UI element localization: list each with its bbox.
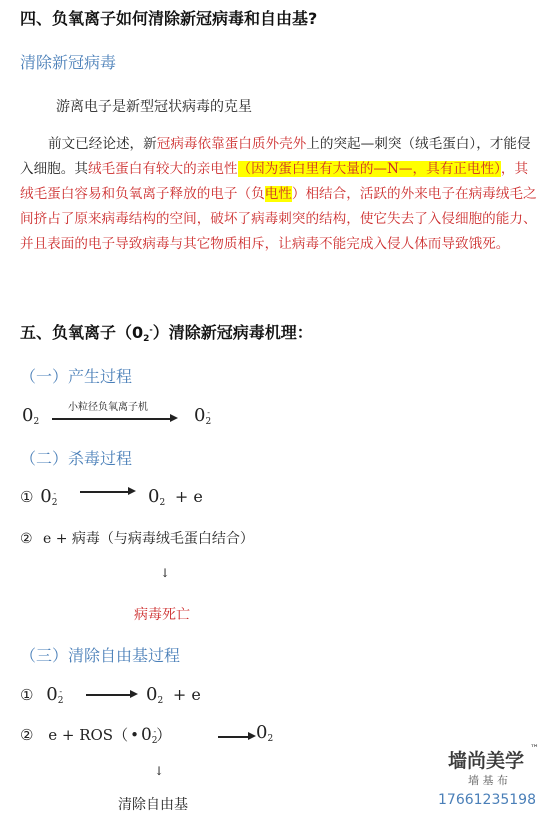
radical-dot: • [130, 726, 139, 744]
formula-o: 0 [22, 405, 34, 426]
plus-e: + e [172, 685, 201, 704]
para-highlight: （因为蛋白里有大量的—N—，具有正电性） [237, 161, 501, 177]
formula-sup: - [53, 489, 57, 498]
step3-r2-arrow-head [248, 732, 256, 740]
step2-heading: （二）杀毒过程 [20, 449, 133, 468]
formula-o: 0 [146, 684, 158, 705]
formula-sub: 2 [151, 736, 158, 746]
formula-o: 0 [256, 722, 268, 743]
section4-paragraph [20, 132, 540, 257]
formula-sub: 2 [57, 696, 64, 706]
para-part: 冠病毒依靠蛋白质外壳外 [156, 136, 307, 152]
step3-r2-arrow-line [218, 736, 248, 738]
title-text: ）清除新冠病毒机理： [152, 323, 313, 342]
formula-o: 0 [140, 725, 152, 745]
step3-reaction2 [20, 724, 171, 746]
step2-arrow-head [128, 487, 136, 495]
circled-1: ① [20, 686, 34, 704]
title-sub: 2 [143, 334, 150, 344]
formula-sub: 2 [33, 417, 40, 427]
step3-arrow-line [86, 694, 130, 696]
step2-arrow-line [80, 491, 128, 493]
brand-watermark [424, 738, 554, 816]
formula-sub: 2 [205, 417, 212, 427]
para-part: 上的突起—刺突（绒毛蛋白）， [306, 136, 490, 152]
step1-heading: （一）产生过程 [20, 367, 133, 386]
reaction-text: ） [156, 726, 172, 744]
formula-o: 0 [148, 486, 160, 507]
step3-result: 清除自由基 [118, 797, 188, 813]
formula-o: 0 [194, 405, 206, 426]
circled-2: ② [20, 726, 34, 744]
step2-right-formula [148, 486, 203, 508]
step2-down-arrow: ↓ [160, 566, 171, 580]
para-part: 绒毛蛋白有较大的亲电性 [87, 161, 238, 177]
formula-sub: 2 [157, 696, 164, 706]
step3-heading: （三）清除自由基过程 [20, 646, 181, 665]
brand-name: 墙尚美学 [448, 750, 525, 772]
formula-sub: 2 [51, 498, 58, 508]
section4-title: 四、负氧离子如何清除新冠病毒和自由基? [20, 9, 318, 28]
reaction-text: e + ROS（ [48, 726, 129, 744]
step3-down-arrow: ↓ [154, 764, 165, 778]
section5-title [20, 320, 313, 344]
circled-2: ② [20, 531, 33, 547]
para-part: ）相结合，活跃的外来电子在病毒绒毛之间挤占了原来病毒结构的空间，破坏了病毒刺突的结构，使它失去了入侵细胞的能力、并且表面的电子导致病毒与其它物质相斥，让病毒不能完成入侵人体而导致饿死。 [20, 186, 537, 252]
formula-o: 0 [46, 684, 58, 705]
section4-subtitle: 清除新冠病毒 [20, 53, 117, 72]
reaction-text: e + 病毒（与病毒绒毛蛋白结合） [43, 531, 254, 547]
step1-arrow-label: 小粒径负氧离子机 [68, 402, 148, 413]
step3-reaction1 [20, 684, 62, 706]
step2-result: 病毒死亡 [134, 607, 190, 623]
step3-right-formula [146, 684, 201, 706]
formula-sub: 2 [159, 498, 166, 508]
brand-sub: 墙 基 布 [468, 774, 508, 787]
para-highlight: 电性 [264, 186, 292, 202]
brand-phone: 17661235198 [438, 792, 536, 808]
step1-left-formula [22, 405, 39, 427]
formula-sup: - [59, 687, 63, 696]
brand-tm: ™ [530, 744, 539, 754]
step2-reaction1 [20, 486, 56, 508]
section4-lead: 游离电子是新型冠状病毒的克星 [56, 99, 252, 115]
step1-arrow-line [52, 418, 170, 420]
formula-sup: - [153, 727, 157, 736]
step2-reaction2 [20, 528, 254, 548]
step1-arrow-head [170, 414, 178, 422]
formula-o: 0 [40, 486, 52, 507]
step3-r2-right-formula [256, 722, 273, 744]
title-text: 五、负氧离子（0 [20, 323, 144, 342]
formula-sub: 2 [267, 734, 274, 744]
plus-e: + e [174, 487, 203, 506]
circled-1: ① [20, 488, 34, 506]
para-part: 才能侵入细胞。其 [20, 136, 531, 177]
para-part: 前文已经论述，新 [48, 136, 157, 152]
step3-arrow-head [130, 690, 138, 698]
formula-sup: - [207, 408, 210, 417]
step1-right-formula [194, 405, 210, 427]
para-part: ，其绒毛蛋白容易和负氧离子释放的电子（负 [20, 161, 529, 202]
title-sup: - [149, 325, 153, 334]
